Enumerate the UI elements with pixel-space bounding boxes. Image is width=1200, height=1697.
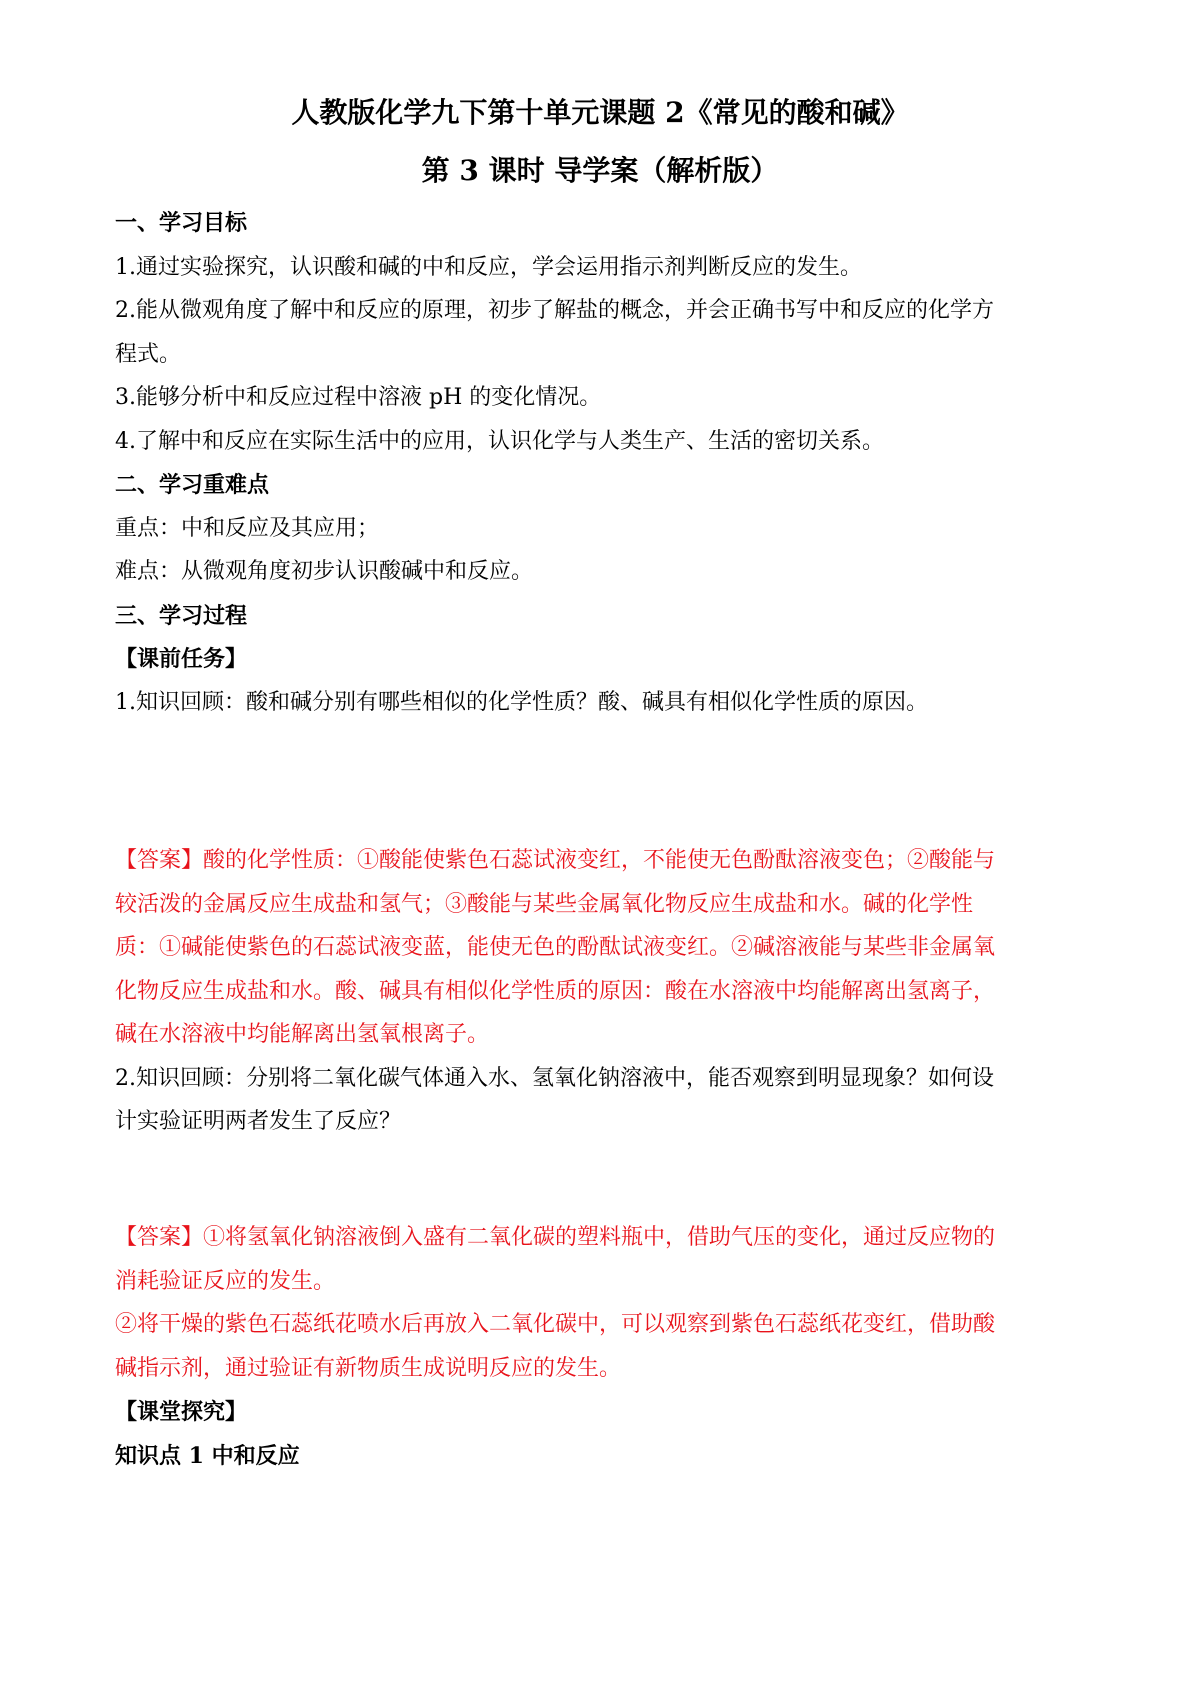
section-heading-objectives: 一、学习目标 bbox=[115, 210, 248, 236]
difficult-point: 难点：从微观角度初步认识酸碱中和反应。 bbox=[115, 559, 534, 584]
answer-1-line: 质：①碱能使紫色的石蕊试液变蓝，能使无色的酚酞试液变红。②碱溶液能与某些非金属氧 bbox=[115, 935, 996, 960]
question-2-line: 2.知识回顾：分别将二氧化碳气体通入水、氢氧化钠溶液中，能否观察到明显现象？如何设 bbox=[115, 1066, 994, 1091]
objective-item: 1.通过实验探究，认识酸和碱的中和反应，学会运用指示剂判断反应的发生。 bbox=[115, 255, 862, 280]
pre-class-heading: 【课前任务】 bbox=[115, 646, 248, 672]
objective-item-continuation: 程式。 bbox=[115, 342, 182, 367]
answer-1-line: 碱在水溶液中均能解离出氢氧根离子。 bbox=[115, 1022, 490, 1047]
answer-2-line: 【答案】①将氢氧化钠溶液倒入盛有二氧化碳的塑料瓶中，借助气压的变化，通过反应物的 bbox=[115, 1225, 996, 1250]
objective-item: 2.能从微观角度了解中和反应的原理，初步了解盐的概念，并会正确书写中和反应的化学方 bbox=[115, 298, 994, 323]
question-1: 1.知识回顾：酸和碱分别有哪些相似的化学性质？酸、碱具有相似化学性质的原因。 bbox=[115, 690, 928, 715]
answer-2-line: 碱指示剂，通过验证有新物质生成说明反应的发生。 bbox=[115, 1356, 622, 1381]
in-class-heading: 【课堂探究】 bbox=[115, 1399, 248, 1425]
key-point: 重点：中和反应及其应用； bbox=[115, 516, 380, 541]
section-heading-key-points: 二、学习重难点 bbox=[115, 472, 270, 498]
document-title: 人教版化学九下第十单元课题 2《常见的酸和碱》 bbox=[291, 96, 909, 129]
answer-2-line: ②将干燥的紫色石蕊纸花喷水后再放入二氧化碳中，可以观察到紫色石蕊纸花变红，借助酸 bbox=[115, 1312, 996, 1337]
objective-item: 4.了解中和反应在实际生活中的应用，认识化学与人类生产、生活的密切关系。 bbox=[115, 429, 884, 454]
section-heading-process: 三、学习过程 bbox=[115, 603, 248, 629]
answer-1-line: 较活泼的金属反应生成盐和氢气；③酸能与某些金属氧化物反应生成盐和水。碱的化学性 bbox=[115, 892, 974, 917]
answer-1-line: 化物反应生成盐和水。酸、碱具有相似化学性质的原因：酸在水溶液中均能解离出氢离子， bbox=[115, 979, 996, 1004]
question-2-line: 计实验证明两者发生了反应？ bbox=[115, 1109, 402, 1134]
knowledge-point-heading: 知识点 1 中和反应 bbox=[115, 1443, 300, 1469]
objective-item: 3.能够分析中和反应过程中溶液 pH 的变化情况。 bbox=[115, 385, 602, 410]
answer-1-line: 【答案】酸的化学性质：①酸能使紫色石蕊试液变红，不能使无色酚酞溶液变色；②酸能与 bbox=[115, 848, 996, 873]
document-subtitle: 第 3 课时 导学案（解析版） bbox=[421, 154, 779, 187]
answer-2-line: 消耗验证反应的发生。 bbox=[115, 1269, 336, 1294]
